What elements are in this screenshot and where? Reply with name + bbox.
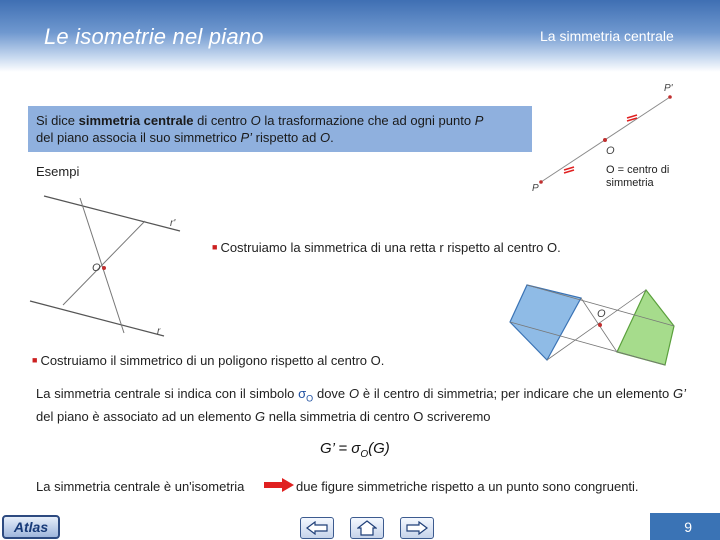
- label-p: P: [532, 183, 539, 194]
- definition-text-5: rispetto ad: [252, 130, 320, 145]
- paragraph-center: O: [348, 386, 360, 401]
- point-p: [539, 180, 543, 184]
- paragraph-text-1: La simmetria centrale si indica con il simbolo: [36, 386, 299, 401]
- bullet-polygon-symmetry: [32, 353, 384, 368]
- definition-point: P: [474, 113, 484, 128]
- paragraph-text-2: dove: [313, 386, 349, 401]
- definition-text-6: .: [330, 130, 334, 145]
- tick-mark-3: [627, 115, 637, 118]
- examples-label: Esempi: [36, 164, 80, 179]
- connector-1: [63, 221, 145, 305]
- notation-paragraph: [36, 385, 686, 425]
- bullet-dot-icon: ■: [212, 242, 218, 252]
- conclusion-right: due figure simmetriche rispetto a un punto sono congruenti.: [296, 479, 639, 494]
- label-p-prime: P': [664, 83, 673, 94]
- definition-text-1: Si dice: [36, 113, 79, 128]
- definition-center-2: O: [319, 130, 331, 145]
- paragraph-text-4: del piano è associato ad un elemento: [36, 408, 255, 424]
- home-button[interactable]: [350, 517, 384, 539]
- figure-polygon-symmetry: [510, 285, 674, 365]
- definition-text-3: la trasformazione che ad ogni punto: [260, 113, 475, 128]
- center-note: O = centro di simmetria: [606, 164, 670, 189]
- arrow-left-icon: [306, 521, 328, 535]
- definition-center: O: [250, 113, 261, 128]
- label-r-prime: r': [170, 218, 176, 229]
- atlas-logo: Atlas: [2, 515, 60, 539]
- definition-text-4: del piano associa il suo simmetrico: [36, 130, 241, 145]
- point-p-prime: [668, 95, 672, 99]
- tick-mark-1: [564, 167, 574, 170]
- label-r: r: [157, 326, 161, 337]
- line-r: [30, 301, 164, 336]
- bullet-line-symmetry: [212, 240, 561, 255]
- previous-button[interactable]: [300, 517, 334, 539]
- figure-line-symmetry: [30, 196, 180, 337]
- label-line-o: O: [92, 262, 101, 274]
- formula: G’ = $\sigma_O(G)$: [320, 440, 390, 460]
- page-title: Le isometrie nel piano: [44, 24, 264, 49]
- bullet-polygon-text: Costruiamo il simmetrico di un poligono rispetto al centro O.: [40, 353, 385, 368]
- line-center-o: [102, 266, 106, 270]
- section-subtitle: La simmetria centrale: [540, 28, 674, 44]
- definition-term: simmetria centrale: [78, 113, 194, 128]
- polygon-blue: [510, 285, 581, 360]
- home-icon: [357, 520, 377, 536]
- page-number: 9: [650, 513, 720, 540]
- bullet-line-text: Costruiamo la simmetrica di una retta r rispetto al centro O.: [220, 240, 561, 255]
- sigma-symbol: $\sigma_O$: [298, 386, 314, 404]
- bullet-dot-icon: ■: [32, 355, 38, 365]
- label-polygon-o: O: [597, 308, 606, 320]
- definition-text-2: di centro: [193, 113, 251, 128]
- next-button[interactable]: [400, 517, 434, 539]
- paragraph-element-image: G’: [673, 386, 687, 401]
- paragraph-text-5: nella simmetria di centro O scriveremo: [265, 408, 491, 424]
- tick-mark-2: [564, 170, 574, 173]
- definition-image: P’: [240, 130, 253, 145]
- center-point-o: [603, 138, 607, 142]
- connector-2: [80, 198, 124, 333]
- line-r-prime: [44, 196, 180, 231]
- implication-arrow-icon: [264, 478, 294, 492]
- conclusion-left: La simmetria centrale è un'isometria: [36, 479, 245, 494]
- arrow-right-icon: [406, 521, 428, 535]
- paragraph-element: G: [255, 408, 266, 424]
- paragraph-text-3: è il centro di simmetria; per indicare che un elemento: [359, 386, 674, 401]
- polygon-center-o: [598, 323, 602, 327]
- label-o: O: [606, 145, 615, 157]
